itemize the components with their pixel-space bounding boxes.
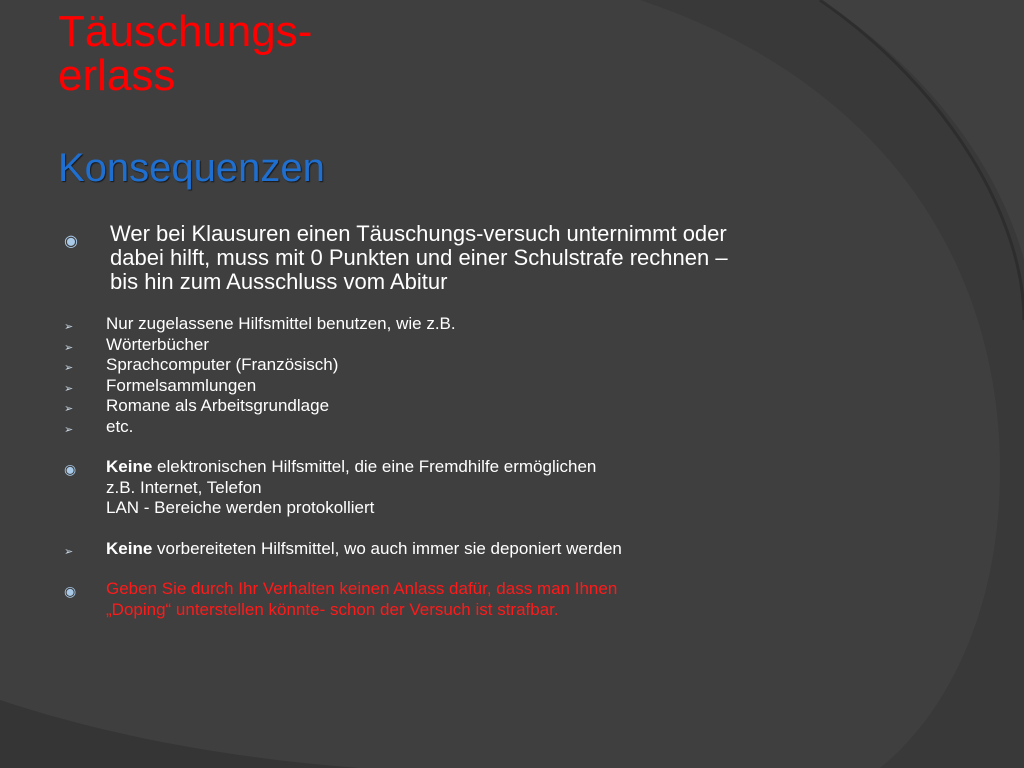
main-point-line-3: bis hin zum Ausschluss vom Abitur [110,269,448,294]
allowed-list [62,314,862,437]
warning-point [62,579,862,620]
target-bullet-icon: ◉ [64,583,77,599]
prepared-rest: vorbereiteten Hilfsmittel, wo auch immer sie deponiert werden [152,538,622,558]
list-item [62,355,862,376]
electronic-line-1 [106,457,862,478]
arrow-bullet-icon: ➢ [64,382,74,395]
prepared-bold: Keine [106,538,153,558]
electronic-line-3: LAN - Bereiche werden protokolliert [106,498,375,517]
title-line-1: Täuschungs- [58,7,313,56]
list-item [62,417,862,438]
warning-line-2: „Doping“ unterstellen könnte- schon der Versuch ist strafbar. [106,599,559,619]
arrow-bullet-icon: ➢ [64,321,74,333]
prepared-line [106,539,862,560]
electronic-point [62,457,862,519]
list-item [62,314,862,335]
title-line-2: erlass [58,51,176,100]
list-item [62,376,862,397]
target-bullet-icon: ◉ [64,461,77,477]
arrow-bullet-icon: ➢ [64,403,74,415]
slide-content [62,222,862,620]
electronic-bold: Keine [106,457,153,476]
electronic-rest: elektronischen Hilfsmittel, die eine Fremdhilfe ermöglichen [152,457,597,476]
arrow-bullet-icon: ➢ [64,423,74,436]
list-item-text: Sprachcomputer (Französisch) [106,355,339,374]
arrow-bullet-icon: ➢ [64,362,74,374]
prepared-point [62,539,862,560]
electronic-line-2: z.B. Internet, Telefon [106,477,262,497]
main-point-line-2: dabei hilft, muss mit 0 Punkten und einer Schulstrafe rechnen – [110,245,728,270]
arrow-bullet-icon: ➢ [64,341,74,354]
list-item [62,335,862,356]
slide-subtitle: Konsequenzen [58,146,325,190]
main-point [62,222,862,294]
list-item-text: Nur zugelassene Hilfsmittel benutzen, wie z.B. [106,314,456,333]
main-point-line-1: Wer bei Klausuren einen Täuschungs-versuch unternimmt oder [110,221,727,246]
warning-line-1: Geben Sie durch Ihr Verhalten keinen Anlass dafür, dass man Ihnen [106,579,618,598]
list-item-text: Formelsammlungen [106,375,257,395]
arrow-bullet-icon: ➢ [64,545,74,558]
list-item-text: Romane als Arbeitsgrundlage [106,396,330,415]
list-item-text: Wörterbücher [106,334,209,354]
slide-title [58,7,313,100]
target-bullet-icon: ◉ [64,233,78,250]
list-item-text: etc. [106,416,134,436]
list-item [62,396,862,417]
